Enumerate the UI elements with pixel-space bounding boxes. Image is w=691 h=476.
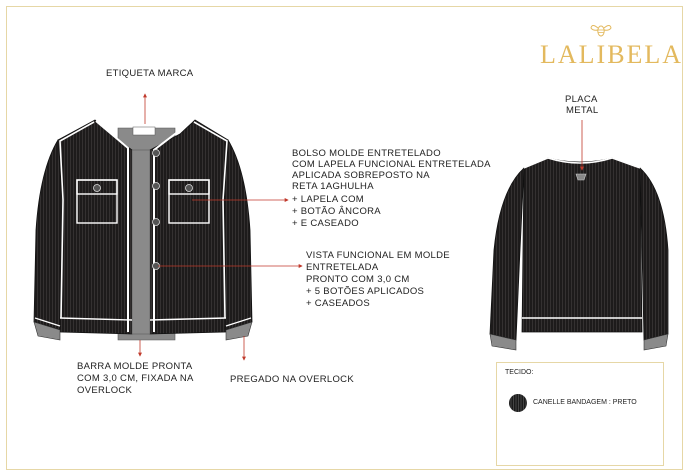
bolso-line: + LAPELA COM [292,194,364,205]
bolso-line: COM LAPELA FUNCIONAL ENTRETELADA [292,159,491,170]
brand-label-tag [133,127,155,135]
vista-line: + 5 BOTÕES APLICADOS [306,286,425,297]
pocket-button-left [94,185,101,192]
front-button [153,219,160,226]
back-jacket [490,158,668,350]
placa-line: PLACA [565,94,598,105]
front-inner-strip [132,150,150,334]
pregado-label: PREGADO NA OVERLOCK [230,374,354,385]
bolso-line: + E CASEADO [292,218,359,229]
vista-line: PRONTO COM 3,0 CM [306,274,410,285]
bolso-line: BOLSO MOLDE ENTRETELADO [292,148,441,159]
barra-line: OVERLOCK [77,385,133,396]
fabric-name: CANELLE BANDAGEM : PRETO [533,399,637,406]
front-left-panel [58,120,132,334]
bolso-line: RETA 1AGHULHA [292,181,374,192]
front-jacket [34,120,252,340]
brand-logo: LALIBELA [540,40,684,69]
front-right-panel [150,120,228,334]
fabric-info-box [496,362,664,466]
pocket-button-right [186,185,193,192]
fabric-swatch [509,394,527,412]
vista-line: VISTA FUNCIONAL EM MOLDE [306,250,450,261]
placa-line: METAL [566,105,599,116]
barra-line: COM 3,0 CM, FIXADA NA [77,373,194,384]
bolso-line: + BOTÃO ÂNCORA [292,206,381,217]
bolso-line: APLICADA SOBREPOSTO NA [292,170,430,181]
back-body [522,158,642,332]
back-left-sleeve [490,168,524,340]
metal-plate-icon [576,174,586,180]
front-button [153,183,160,190]
front-button [153,150,160,157]
fabric-title: TECIDO: [505,369,534,376]
vista-line: + CASEADOS [306,298,370,309]
barra-line: BARRA MOLDE PRONTA [77,361,193,372]
back-right-sleeve [640,168,668,340]
etiqueta-label: ETIQUETA MARCA [106,68,194,79]
vista-line: ENTRETELADA [306,262,379,273]
